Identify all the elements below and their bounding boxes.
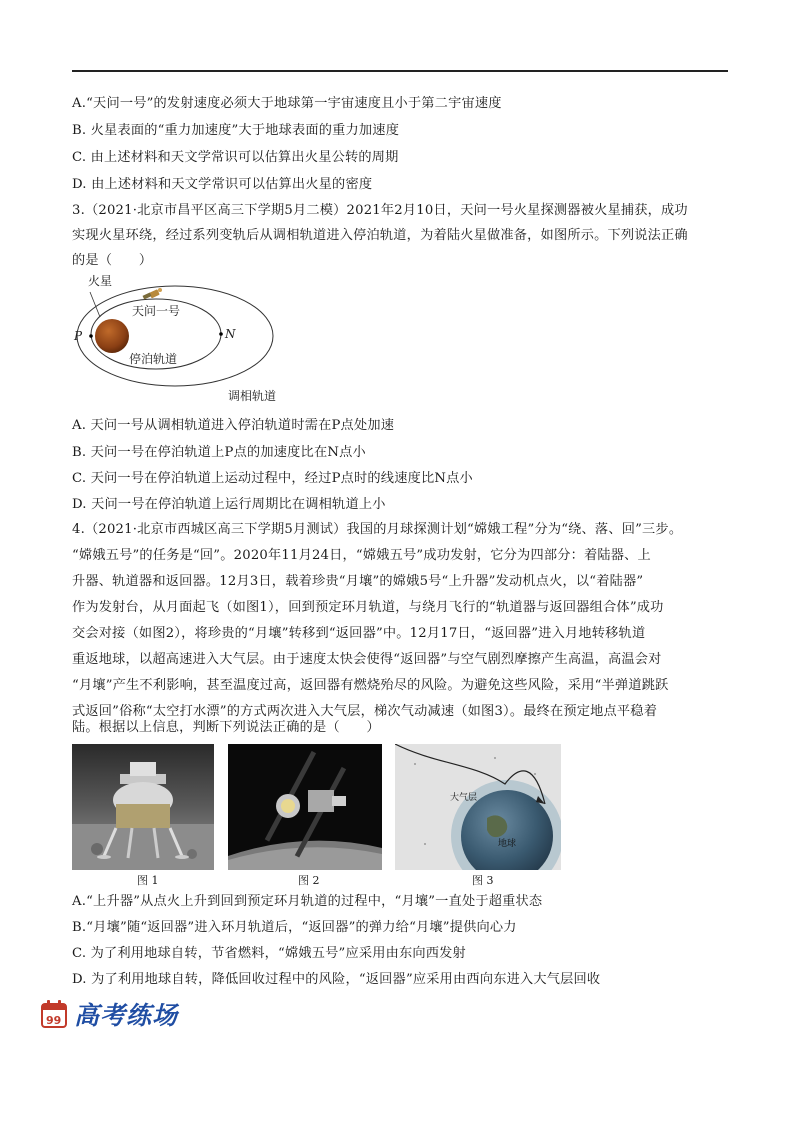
q3-option-b: B. 天问一号在停泊轨道上P点的加速度比在N点小 <box>72 445 366 460</box>
q4-stem-line: 陆。根据以上信息，判断下列说法正确的是（ ） <box>72 720 380 735</box>
satellite-icon <box>143 288 162 300</box>
q2-option-a: A.“天问一号”的发射速度必须大于地球第一宇宙速度且小于第二宇宙速度 <box>72 96 502 111</box>
q4-stem-line: “嫦娥五号”的任务是“回”。2020年11月24日，“嫦娥五号”成功发射，它分为四部分：着陆器、上 <box>72 548 651 563</box>
q4-stem-line: 4.（2021·北京市西城区高三下学期5月测试）我国的月球探测计划“嫦娥工程”分为“绕、落、回”三步。 <box>72 522 683 537</box>
q4-stem-line: 升器、轨道器和返回器。12月3日，载着珍贵“月壤”的嫦娥5号“上升器”发动机点火，以“着陆器” <box>72 574 644 589</box>
figure-2-caption: 图 2 <box>298 874 320 887</box>
atmosphere-label: 大气层 <box>450 793 478 803</box>
q2-option-d: D. 由上述材料和天文学常识可以估算出火星的密度 <box>72 177 373 192</box>
logo-number: 99 <box>46 1014 62 1027</box>
point-p-label: P <box>74 329 83 343</box>
header-rule <box>72 70 728 72</box>
point-p-dot <box>89 334 93 338</box>
figure-1-caption: 图 1 <box>137 874 159 887</box>
phasing-orbit-label: 调相轨道 <box>228 389 277 403</box>
q4-stem-line: 作为发射台，从月面起飞（如图1），回到预定环月轨道，与绕月飞行的“轨道器与返回器组合体”成功 <box>72 600 664 615</box>
figure-2-docking-photo <box>228 744 382 870</box>
q4-stem-line: 交会对接（如图2），将珍贵的“月壤”转移到“返回器”中。12月17日，“返回器”进入月地转移轨道 <box>72 626 646 641</box>
q3-option-d: D. 天问一号在停泊轨道上运行周期比在调相轨道上小 <box>72 497 386 512</box>
logo-text: 高考练场 <box>74 1001 179 1030</box>
point-n-dot <box>219 332 223 336</box>
q4-stem-line: 重返地球，以超高速进入大气层。由于速度太快会使得“返回器”与空气剧烈摩擦产生高温，高温会对 <box>72 652 662 667</box>
q4-option-d: D. 为了利用地球自转，降低回收过程中的风险，“返回器”应采用由西向东进入大气层回收 <box>72 972 601 987</box>
earth-label: 地球 <box>498 839 517 849</box>
q4-stem-line: “月壤”产生不利影响，甚至温度过高，返回器有燃烧殆尽的风险。为避免这些风险，采用“半弹道跳跃 <box>72 678 669 693</box>
q3-stem-line: 的是（ ） <box>72 253 153 268</box>
q3-stem-line: 实现火星环绕，经过系列变轨后从调相轨道进入停泊轨道，为着陆火星做准备，如图所示。下列说法正确 <box>72 228 688 243</box>
q4-stem-line: 式返回”俗称“太空打水漂”的方式两次进入大气层，梯次气动减速（如图3）。最终在预定地点平稳着 <box>72 704 658 719</box>
orbit-figure <box>72 270 292 406</box>
q4-option-b: B.“月壤”随“返回器”进入环月轨道后，“返回器”的弹力给“月壤”提供向心力 <box>72 920 517 935</box>
point-n-label: N <box>225 327 236 341</box>
q2-option-b: B. 火星表面的“重力加速度”大于地球表面的重力加速度 <box>72 123 400 138</box>
figure-1-lander-photo <box>72 744 214 870</box>
parking-orbit-label: 停泊轨道 <box>129 352 178 366</box>
mars-planet <box>95 319 129 353</box>
q4-option-a: A.“上升器”从点火上升到回到预定环月轨道的过程中，“月壤”一直处于超重状态 <box>72 894 543 909</box>
q3-stem-line: 3.（2021·北京市昌平区高三下学期5月二模）2021年2月10日，天问一号火星探测器被火星捕获，成功 <box>72 203 688 218</box>
q3-option-c: C. 天问一号在停泊轨道上运动过程中，经过P点时的线速度比N点小 <box>72 471 473 486</box>
calendar-icon <box>40 999 68 1029</box>
q2-option-c: C. 由上述材料和天文学常识可以估算出火星公转的周期 <box>72 150 399 165</box>
probe-label: 天问一号 <box>132 304 181 318</box>
footer-logo <box>40 998 178 1030</box>
q3-option-a: A. 天问一号从调相轨道进入停泊轨道时需在P点处加速 <box>72 418 395 433</box>
q4-option-c: C. 为了利用地球自转，节省燃料，“嫦娥五号”应采用由东向西发射 <box>72 946 466 961</box>
figure-3-caption: 图 3 <box>472 874 494 887</box>
figure-3-reentry-diagram <box>395 744 561 870</box>
mars-label: 火星 <box>88 274 113 288</box>
